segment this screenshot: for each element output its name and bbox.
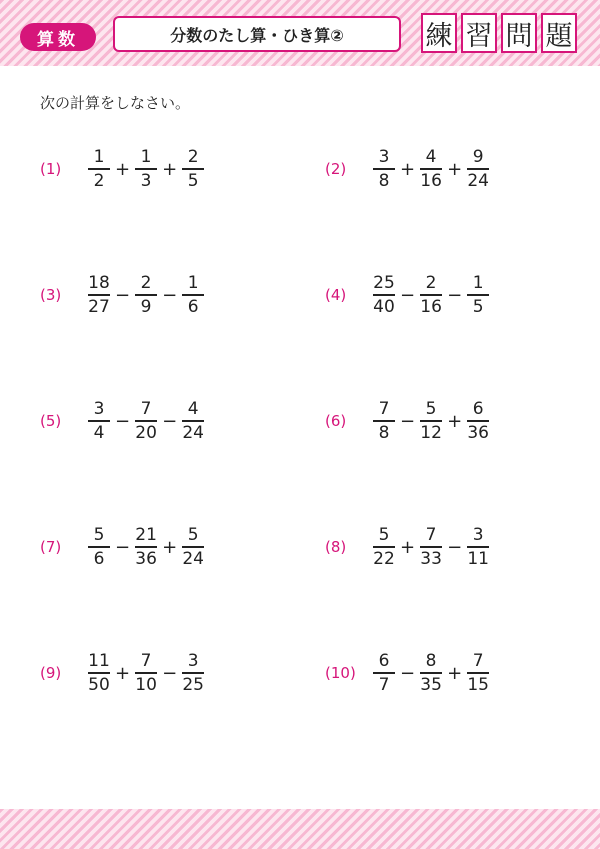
- numerator: 3: [93, 399, 105, 420]
- operator: +: [400, 536, 416, 558]
- problem-number: (5): [40, 412, 62, 430]
- fraction-bar: [467, 672, 489, 674]
- fraction: [133, 525, 159, 569]
- problem-number: (6): [325, 412, 347, 430]
- denominator: 3: [140, 170, 152, 191]
- fraction: [180, 147, 206, 191]
- expression: [86, 399, 206, 443]
- denominator: 20: [135, 422, 157, 443]
- problem-4: [325, 270, 491, 320]
- operator: +: [115, 158, 131, 180]
- fraction: [371, 147, 397, 191]
- exercise-label-char: 題: [541, 13, 577, 53]
- fraction-bar: [373, 294, 395, 296]
- fraction-bar: [182, 294, 204, 296]
- numerator: 7: [472, 651, 484, 672]
- fraction: [86, 147, 112, 191]
- expression: [86, 651, 206, 695]
- expression: [86, 147, 206, 191]
- operator: +: [162, 536, 178, 558]
- numerator: 9: [472, 147, 484, 168]
- fraction-bar: [135, 546, 157, 548]
- denominator: 9: [140, 296, 152, 317]
- expression: [371, 651, 491, 695]
- fraction: [465, 525, 491, 569]
- denominator: 15: [467, 674, 489, 695]
- fraction: [133, 147, 159, 191]
- problem-number: (9): [40, 664, 62, 682]
- footer-stripe: [0, 809, 600, 849]
- problem-number: (1): [40, 160, 62, 178]
- denominator: 40: [373, 296, 395, 317]
- expression: [86, 525, 206, 569]
- denominator: 7: [378, 674, 390, 695]
- denominator: 4: [93, 422, 105, 443]
- fraction-bar: [88, 546, 110, 548]
- fraction-bar: [420, 546, 442, 548]
- numerator: 2: [140, 273, 152, 294]
- operator: +: [447, 662, 463, 684]
- fraction-bar: [373, 168, 395, 170]
- problem-7: [40, 522, 206, 572]
- exercise-label-char: 練: [421, 13, 457, 53]
- numerator: 6: [472, 399, 484, 420]
- operator: +: [115, 662, 131, 684]
- fraction-bar: [135, 672, 157, 674]
- fraction: [418, 399, 444, 443]
- operator: −: [115, 410, 131, 432]
- fraction-bar: [420, 168, 442, 170]
- fraction: [133, 273, 159, 317]
- expression: [371, 399, 491, 443]
- denominator: 50: [88, 674, 110, 695]
- denominator: 6: [93, 548, 105, 569]
- fraction: [465, 651, 491, 695]
- problem-1: [40, 144, 206, 194]
- operator: −: [447, 536, 463, 558]
- fraction: [418, 273, 444, 317]
- numerator: 1: [187, 273, 199, 294]
- numerator: 4: [187, 399, 199, 420]
- fraction-bar: [88, 672, 110, 674]
- fraction-bar: [88, 420, 110, 422]
- fraction-bar: [467, 420, 489, 422]
- expression: [86, 273, 206, 317]
- fraction: [465, 273, 491, 317]
- worksheet-title: 分数のたし算・ひき算②: [113, 16, 401, 52]
- numerator: 3: [187, 651, 199, 672]
- operator: −: [447, 284, 463, 306]
- fraction: [180, 525, 206, 569]
- operator: −: [400, 284, 416, 306]
- numerator: 18: [88, 273, 110, 294]
- operator: −: [400, 662, 416, 684]
- fraction: [465, 147, 491, 191]
- exercise-label-char: 問: [501, 13, 537, 53]
- denominator: 22: [373, 548, 395, 569]
- fraction-bar: [182, 420, 204, 422]
- expression: [371, 525, 491, 569]
- denominator: 27: [88, 296, 110, 317]
- fraction: [86, 525, 112, 569]
- problem-2: [325, 144, 491, 194]
- denominator: 12: [420, 422, 442, 443]
- numerator: 2: [425, 273, 437, 294]
- fraction: [465, 399, 491, 443]
- fraction-bar: [182, 672, 204, 674]
- fraction: [180, 651, 206, 695]
- operator: −: [400, 410, 416, 432]
- fraction: [418, 147, 444, 191]
- denominator: 5: [187, 170, 199, 191]
- numerator: 7: [140, 651, 152, 672]
- denominator: 2: [93, 170, 105, 191]
- denominator: 24: [182, 422, 204, 443]
- numerator: 2: [187, 147, 199, 168]
- fraction: [86, 651, 112, 695]
- fraction-bar: [135, 294, 157, 296]
- fraction: [418, 651, 444, 695]
- operator: +: [447, 158, 463, 180]
- operator: +: [400, 158, 416, 180]
- numerator: 21: [135, 525, 157, 546]
- fraction: [371, 651, 397, 695]
- numerator: 3: [472, 525, 484, 546]
- operator: −: [115, 536, 131, 558]
- denominator: 6: [187, 296, 199, 317]
- numerator: 11: [88, 651, 110, 672]
- denominator: 11: [467, 548, 489, 569]
- fraction: [418, 525, 444, 569]
- fraction-bar: [135, 420, 157, 422]
- fraction-bar: [182, 168, 204, 170]
- numerator: 7: [140, 399, 152, 420]
- numerator: 1: [93, 147, 105, 168]
- instruction-text: 次の計算をしなさい。: [40, 94, 191, 112]
- numerator: 5: [93, 525, 105, 546]
- operator: −: [162, 284, 178, 306]
- fraction-bar: [467, 168, 489, 170]
- fraction-bar: [373, 546, 395, 548]
- problem-3: [40, 270, 206, 320]
- fraction: [86, 399, 112, 443]
- problem-8: [325, 522, 491, 572]
- problem-10: [325, 648, 491, 698]
- exercise-label: [421, 13, 577, 55]
- numerator: 7: [378, 399, 390, 420]
- problem-number: (7): [40, 538, 62, 556]
- fraction-bar: [467, 546, 489, 548]
- problem-number: (3): [40, 286, 62, 304]
- operator: −: [115, 284, 131, 306]
- fraction-bar: [88, 294, 110, 296]
- denominator: 35: [420, 674, 442, 695]
- denominator: 8: [378, 170, 390, 191]
- fraction: [86, 273, 112, 317]
- numerator: 6: [378, 651, 390, 672]
- numerator: 7: [425, 525, 437, 546]
- denominator: 10: [135, 674, 157, 695]
- problem-number: (4): [325, 286, 347, 304]
- expression: [371, 273, 491, 317]
- fraction-bar: [467, 294, 489, 296]
- subject-badge: 算数: [20, 23, 96, 51]
- denominator: 25: [182, 674, 204, 695]
- exercise-label-char: 習: [461, 13, 497, 53]
- problem-number: (2): [325, 160, 347, 178]
- denominator: 16: [420, 170, 442, 191]
- problem-number: (10): [325, 664, 356, 682]
- fraction-bar: [373, 420, 395, 422]
- numerator: 1: [140, 147, 152, 168]
- problem-5: [40, 396, 206, 446]
- problem-number: (8): [325, 538, 347, 556]
- fraction: [133, 651, 159, 695]
- denominator: 24: [182, 548, 204, 569]
- operator: +: [162, 158, 178, 180]
- fraction-bar: [420, 294, 442, 296]
- numerator: 25: [373, 273, 395, 294]
- numerator: 1: [472, 273, 484, 294]
- numerator: 5: [187, 525, 199, 546]
- problem-6: [325, 396, 491, 446]
- fraction-bar: [88, 168, 110, 170]
- fraction-bar: [420, 672, 442, 674]
- expression: [371, 147, 491, 191]
- fraction-bar: [182, 546, 204, 548]
- denominator: 24: [467, 170, 489, 191]
- denominator: 33: [420, 548, 442, 569]
- fraction: [371, 525, 397, 569]
- numerator: 8: [425, 651, 437, 672]
- fraction: [371, 273, 397, 317]
- denominator: 5: [472, 296, 484, 317]
- denominator: 16: [420, 296, 442, 317]
- fraction: [180, 273, 206, 317]
- fraction: [133, 399, 159, 443]
- numerator: 4: [425, 147, 437, 168]
- fraction-bar: [420, 420, 442, 422]
- fraction-bar: [373, 672, 395, 674]
- denominator: 8: [378, 422, 390, 443]
- operator: +: [447, 410, 463, 432]
- numerator: 5: [425, 399, 437, 420]
- numerator: 5: [378, 525, 390, 546]
- denominator: 36: [135, 548, 157, 569]
- operator: −: [162, 410, 178, 432]
- denominator: 36: [467, 422, 489, 443]
- fraction: [180, 399, 206, 443]
- numerator: 3: [378, 147, 390, 168]
- problem-9: [40, 648, 206, 698]
- fraction: [371, 399, 397, 443]
- fraction-bar: [135, 168, 157, 170]
- operator: −: [162, 662, 178, 684]
